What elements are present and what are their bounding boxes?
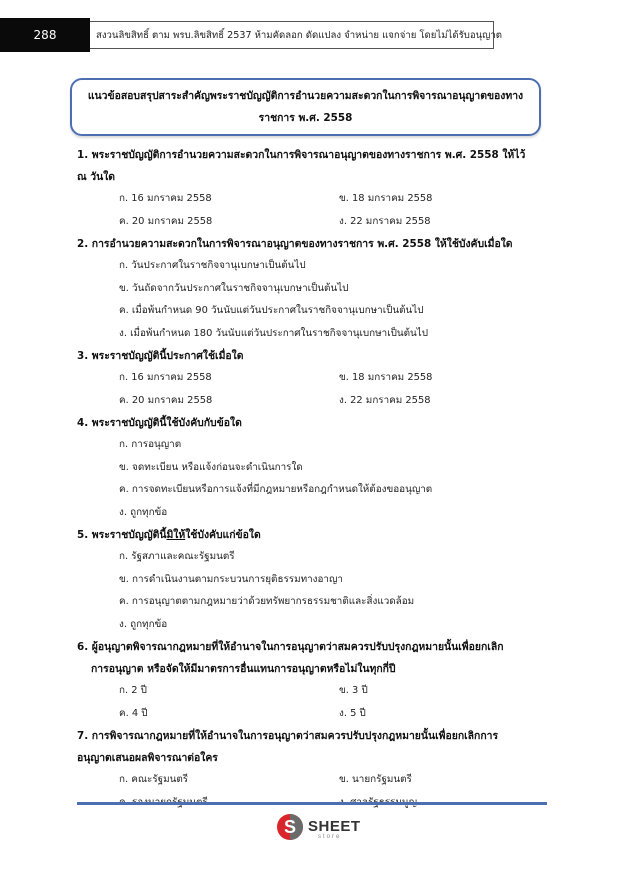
choice-a: ก. 16 มกราคม 2558 [119, 193, 212, 204]
question-6 [77, 636, 547, 725]
question-7 [77, 725, 547, 814]
logo-sub-text: store [318, 833, 342, 840]
choice-c: ค. 4 ปี [119, 707, 148, 719]
choice-b: ข. จดทะเบียน หรือแจ้งก่อนจะดำเนินการใด [119, 461, 303, 473]
question-text-start: 5. พระราชบัญญัตินี้ [77, 529, 167, 541]
question-text: 1. พระราชบัญญัติการอำนวยความสะดวกในการพิจารณาอนุญาตของทางราชการ พ.ศ. 2558 ให้ไว้ [77, 149, 526, 161]
section-title-line2: ราชการ พ.ศ. 2558 [258, 112, 353, 124]
choice-c: ค. 20 มกราคม 2558 [119, 215, 213, 227]
choice-grid [77, 769, 547, 814]
choice-c: ค. 20 มกราคม 2558 [119, 394, 213, 406]
question-4 [77, 412, 547, 524]
footer-divider [77, 802, 547, 805]
choice-b: ข. นายกรัฐมนตรี [339, 774, 412, 785]
choice-grid [77, 367, 547, 412]
question-text-end: ใช้บังคับแก่ข้อใด [185, 529, 261, 541]
question-2 [77, 233, 547, 345]
choice-c: ค. การจดทะเบียนหรือการแจ้งที่มีกฎหมายหรือกฎกำหนดให้ต้องขออนุญาต [119, 484, 433, 495]
choice-b: ข. วันถัดจากวันประกาศในราชกิจจานุเบกษาเป็นต้นไป [119, 282, 349, 294]
choice-d: ง. 22 มกราคม 2558 [339, 394, 431, 406]
copyright-header [90, 21, 502, 49]
section-title-line1: แนวข้อสอบสรุปสาระสำคัญพระราชบัญญัติการอำนวยความสะดวกในการพิจารณาอนุญาตของทาง [87, 90, 524, 102]
choice-a: ก. วันประกาศในราชกิจจานุเบกษาเป็นต้นไป [119, 260, 306, 271]
choice-d: ง. 22 มกราคม 2558 [339, 215, 431, 227]
logo-wordmark [308, 819, 361, 840]
question-text-continued: อนุญาตเสนอผลพิจารณาต่อใคร [77, 752, 218, 764]
question-text: 3. พระราชบัญญัตินี้ประกาศใช้เมื่อใด [77, 350, 244, 362]
page-number: 288 [0, 18, 90, 52]
choice-d: ง. ถูกทุกข้อ [119, 506, 168, 518]
question-list [77, 144, 547, 814]
question-1 [77, 144, 547, 233]
choice-a: ก. การอนุญาต [119, 439, 182, 450]
choice-grid [77, 188, 547, 233]
svg-text:S: S [283, 817, 297, 837]
choice-a: ก. คณะรัฐมนตรี [119, 774, 189, 785]
question-text: 2. การอำนวยความสะดวกในการพิจารณาอนุญาตของทางราชการ พ.ศ. 2558 ให้ใช้บังคับเมื่อใด [77, 238, 513, 250]
question-text-continued: การอนุญาต หรือจัดให้มีมาตรการอื่นแทนการอนุญาตหรือไม่ในทุกกี่ปี [91, 663, 396, 675]
choice-d: ง. ถูกทุกข้อ [119, 618, 168, 630]
question-text-emphasis: มิให้ [166, 529, 186, 541]
choice-grid [77, 680, 547, 725]
choice-list [77, 255, 547, 345]
copyright-notice: สงวนลิขสิทธิ์ ตาม พรบ.ลิขสิทธิ์ 2537 ห้ามคัดลอก ดัดแปลง จำหน่าย แจกจ่าย โดยไม่ได้รับอนุญาต [96, 29, 502, 41]
logo-main-text: SHEET [308, 817, 361, 835]
choice-c: ค. การอนุญาตตามกฎหมายว่าด้วยทรัพยากรธรรมชาติและสิ่งแวดล้อม [119, 596, 415, 607]
question-3 [77, 345, 547, 412]
choice-a: ก. 2 ปี [119, 685, 147, 696]
question-text: 4. พระราชบัญญัตินี้ใช้บังคับกับข้อใด [77, 417, 242, 429]
choice-d: ง. เมื่อพ้นกำหนด 180 วันนับแต่วันประกาศในราชกิจจานุเบกษาเป็นต้นไป [119, 327, 428, 339]
question-5 [77, 524, 547, 636]
question-text-continued: ณ วันใด [77, 171, 116, 183]
choice-b: ข. 18 มกราคม 2558 [339, 193, 433, 204]
choice-list [77, 434, 547, 524]
choice-a: ก. รัฐสภาและคณะรัฐมนตรี [119, 551, 235, 562]
choice-b: ข. 18 มกราคม 2558 [339, 372, 433, 383]
question-text [77, 524, 547, 546]
choice-b: ข. การดำเนินงานตามกระบวนการยุติธรรมทางอาญา [119, 573, 343, 585]
choice-d: ง. 5 ปี [339, 707, 366, 719]
choice-a: ก. 16 มกราคม 2558 [119, 372, 212, 383]
choice-c: ค. เมื่อพ้นกำหนด 90 วันนับแต่วันประกาศในราชกิจจานุเบกษาเป็นต้นไป [119, 305, 424, 316]
question-text: 6. ผู้อนุญาตพิจารณากฎหมายที่ให้อำนาจในการอนุญาตว่าสมควรปรับปรุงกฎหมายนั้นเพื่อยกเลิก [77, 641, 504, 653]
choice-b: ข. 3 ปี [339, 685, 368, 696]
sheet-logo-icon [276, 812, 304, 846]
choice-list [77, 546, 547, 636]
question-text: 7. การพิจารณากฎหมายที่ให้อำนาจในการอนุญาตว่าสมควรปรับปรุงกฎหมายนั้นเพื่อยกเลิกการ [77, 730, 499, 742]
section-title-box [70, 78, 541, 136]
sheet-store-logo [276, 814, 361, 844]
